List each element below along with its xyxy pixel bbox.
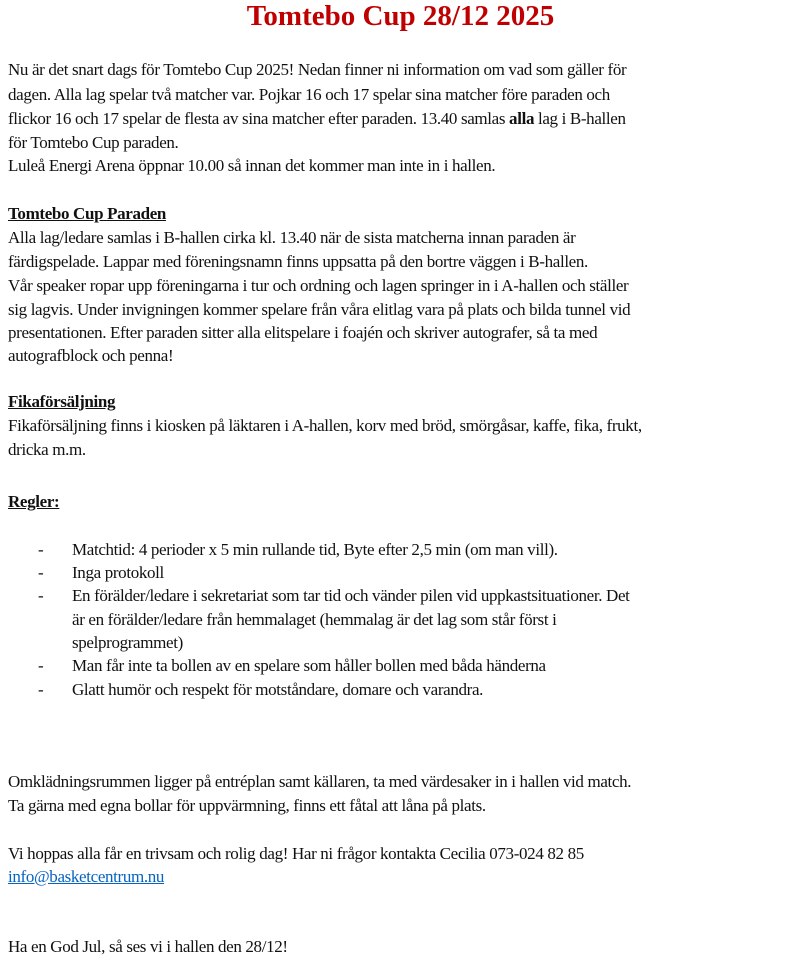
- intro-text: flickor 16 och 17 spelar de flesta av sina matcher efter paraden. 13.40 samlas: [8, 109, 510, 128]
- dash-bullet-icon: -: [38, 656, 44, 675]
- rule-text: Man får inte ta bollen av en spelare som håller bollen med båda händerna: [72, 656, 546, 675]
- footer-line: Ta gärna med egna bollar för uppvärmning, finns ett fåtal att låna på plats.: [8, 796, 486, 815]
- parade-heading: Tomtebo Cup Paraden: [8, 204, 167, 223]
- rule-text: Inga protokoll: [72, 563, 164, 582]
- intro-text: lag i B-hallen: [534, 109, 626, 128]
- parade-line: sig lagvis. Under invigningen kommer spelare från våra elitlag vara på plats och bilda tunnel vid: [8, 300, 631, 319]
- fika-line: Fikaförsäljning finns i kiosken på läktaren i A-hallen, korv med bröd, smörgåsar, kaffe, fika, frukt,: [8, 416, 642, 435]
- dash-bullet-icon: -: [38, 563, 44, 582]
- rule-text: är en förälder/ledare från hemmalaget (hemmalag är det lag som står först i: [72, 610, 557, 629]
- intro-line: [8, 108, 626, 130]
- rule-text: Matchtid: 4 perioder x 5 min rullande tid, Byte efter 2,5 min (om man vill).: [72, 540, 558, 559]
- rule-text: spelprogrammet): [72, 633, 183, 652]
- intro-bold-text: alla: [509, 109, 535, 128]
- parade-line: presentationen. Efter paraden sitter alla elitspelare i foajén och skriver autografer, så ta med: [8, 323, 598, 342]
- parade-line: Vår speaker ropar upp föreningarna i tur och ordning och lagen springer in i A-hallen och ställer: [8, 276, 629, 295]
- intro-line: dagen. Alla lag spelar två matcher var. Pojkar 16 och 17 spelar sina matcher före paraden och: [8, 85, 610, 104]
- closing-line: Ha en God Jul, så ses vi i hallen den 28/12!: [8, 937, 288, 956]
- page-title: Tomtebo Cup 28/12 2025: [246, 0, 555, 32]
- parade-line: färdigspelade. Lappar med föreningsnamn finns uppsatta på den bortre väggen i B-hallen.: [8, 252, 588, 271]
- parade-line: autografblock och penna!: [8, 346, 174, 365]
- footer-line: Omklädningsrummen ligger på entréplan samt källaren, ta med värdesaker in i hallen vid match.: [8, 772, 632, 791]
- intro-line: för Tomtebo Cup paraden.: [8, 133, 179, 152]
- intro-line: Nu är det snart dags för Tomtebo Cup 2025! Nedan finner ni information om vad som gäller för: [8, 60, 627, 79]
- email-link[interactable]: info@basketcentrum.nu: [8, 867, 165, 886]
- intro-line: Luleå Energi Arena öppnar 10.00 så innan det kommer man inte in i hallen.: [8, 156, 496, 175]
- rule-text: Glatt humör och respekt för motståndare, domare och varandra.: [72, 680, 484, 699]
- dash-bullet-icon: -: [38, 586, 44, 605]
- contact-line: Vi hoppas alla får en trivsam och rolig dag! Har ni frågor kontakta Cecilia 073-024 82 85: [8, 844, 584, 863]
- fika-heading: Fikaförsäljning: [8, 392, 116, 411]
- rule-text: En förälder/ledare i sekretariat som tar tid och vänder pilen vid uppkastsituationer. Det: [72, 586, 630, 605]
- dash-bullet-icon: -: [38, 680, 44, 699]
- parade-line: Alla lag/ledare samlas i B-hallen cirka kl. 13.40 när de sista matcherna innan paraden är: [8, 228, 576, 247]
- fika-line: dricka m.m.: [8, 440, 86, 459]
- dash-bullet-icon: -: [38, 540, 44, 559]
- rules-heading: Regler:: [8, 492, 60, 511]
